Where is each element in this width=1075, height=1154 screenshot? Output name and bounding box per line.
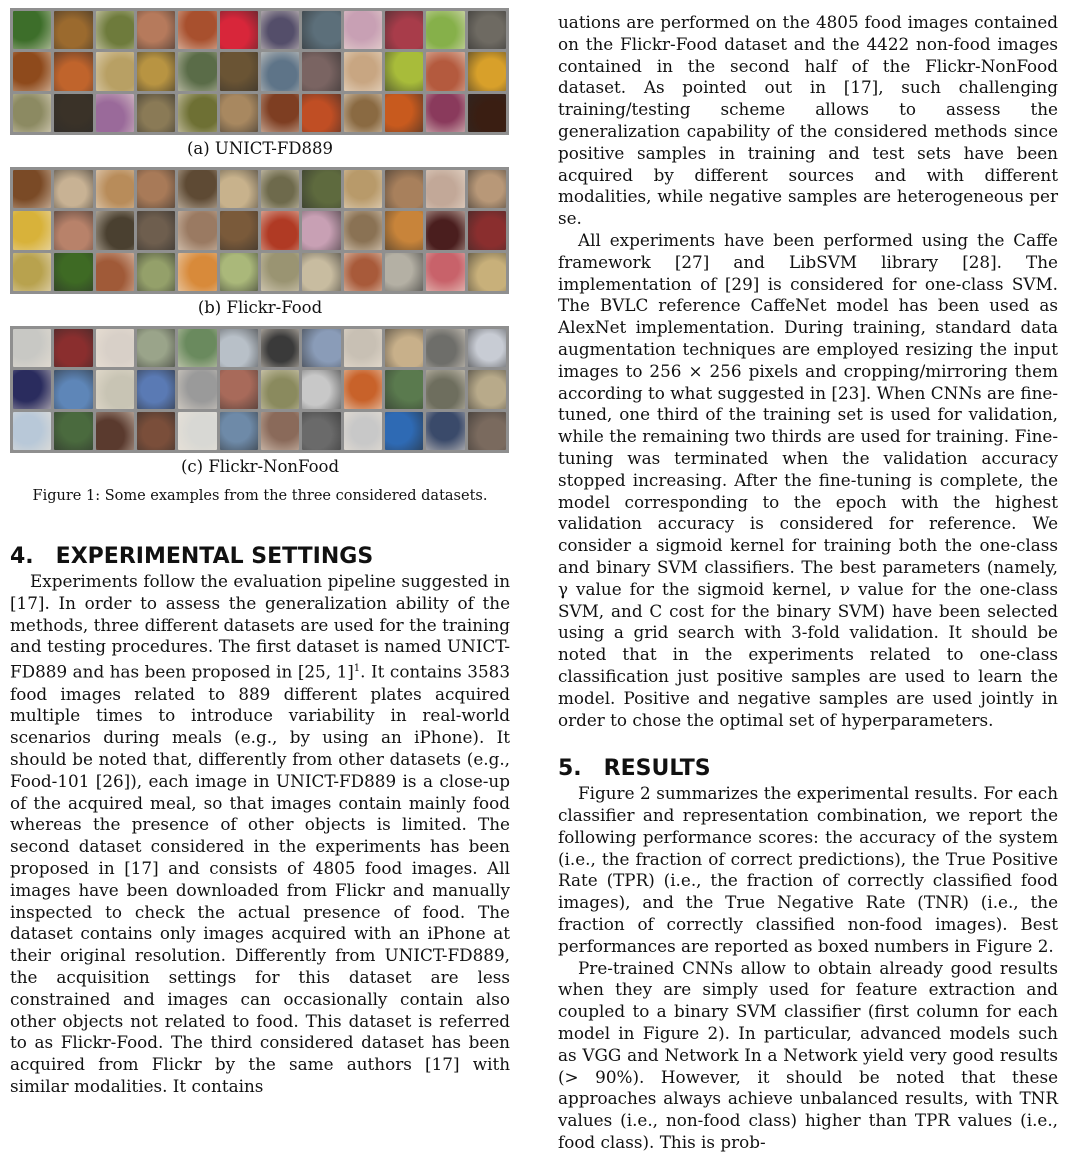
- thumbnail-image: [178, 412, 216, 450]
- thumbnail-image: [96, 370, 134, 408]
- thumbnail-image: [54, 11, 92, 49]
- thumbnail-image: [178, 370, 216, 408]
- section-4-text-after: . It contains 3583 food images related to 889 different plates acquired multiple times to introduce variability in real-world scenarios during meals (e.g., by using an iPhone). It should be noted that, differently from other datasets (e.g., Food-101 [26]), each image in UNICT-FD889 is a close-up of the acquired meal, so that images contain mainly food whereas the presence of other objects is limited. The second dataset considered in the experiments has been proposed in [17] and consists of 4805 food images. All images have been downloaded from Flickr and manually inspected to check the actual presence of food. The dataset contains only images acquired with an iPhone at their original resolution. Differently from UNICT-FD889, the acquisition settings for this dataset are less constrained and images can occasionally contain also other objects not related to food. This dataset is referred to as Flickr-Food. The third considered dataset has been acquired from Flickr by the same authors [17] with similar modalities. It contains: [10, 661, 510, 1096]
- section-4-paragraph: [10, 571, 510, 1098]
- thumbnail-image: [13, 370, 51, 408]
- thumbnail-image: [178, 211, 216, 249]
- right-column: [558, 12, 1058, 1154]
- thumbnail-image: [468, 253, 506, 291]
- thumbnail-image: [220, 52, 258, 90]
- thumbnail-image: [344, 329, 382, 367]
- thumbnail-image: [385, 170, 423, 208]
- thumbnail-image: [220, 94, 258, 132]
- thumbnail-image: [344, 94, 382, 132]
- thumbnail-image: [468, 211, 506, 249]
- results-paragraph-1: Figure 2 summarizes the experimental results. For each classifier and representation combination, we report the following performance scores: the accuracy of the system (i.e., the fraction of correct predictions), the True Positive Rate (TPR) (i.e., the fraction of correctly classified food images), and the True Negative Rate (TNR) (i.e., the fraction of correctly classified non-food images). Best performances are reported as boxed numbers in Figure 2.: [558, 783, 1058, 956]
- thumbnail-image: [220, 412, 258, 450]
- thumbnail-image: [302, 253, 340, 291]
- left-column: [10, 8, 510, 1098]
- thumbnail-image: [13, 170, 51, 208]
- figure-caption: Figure 1: Some examples from the three considered datasets.: [32, 488, 488, 504]
- section-4-text-before: Experiments follow the evaluation pipeline suggested in [17]. In order to assess the generalization ability of the methods, three different datasets are used for the training and testing procedures. The first dataset is named UNICT-FD889 and has been proposed in [25, 1]: [10, 571, 510, 682]
- thumbnail-image: [54, 329, 92, 367]
- thumbnail-image: [13, 94, 51, 132]
- thumbnail-image: [54, 253, 92, 291]
- unict-fd889-image-grid: [10, 8, 509, 135]
- footnote-marker: 1: [353, 663, 361, 675]
- thumbnail-image: [96, 11, 134, 49]
- thumbnail-image: [302, 211, 340, 249]
- thumbnail-image: [385, 94, 423, 132]
- thumbnail-image: [426, 370, 464, 408]
- flickr-nonfood-image-grid: [10, 326, 509, 453]
- thumbnail-image: [344, 412, 382, 450]
- section-5-number: 5.: [558, 756, 582, 782]
- thumbnail-image: [426, 253, 464, 291]
- thumbnail-image: [261, 329, 299, 367]
- thumbnail-image: [96, 94, 134, 132]
- thumbnail-image: [426, 211, 464, 249]
- thumbnail-image: [178, 11, 216, 49]
- thumbnail-image: [96, 211, 134, 249]
- thumbnail-image: [261, 253, 299, 291]
- thumbnail-image: [302, 329, 340, 367]
- thumbnail-image: [178, 170, 216, 208]
- thumbnail-image: [96, 52, 134, 90]
- thumbnail-image: [261, 11, 299, 49]
- thumbnail-image: [426, 170, 464, 208]
- thumbnail-image: [468, 329, 506, 367]
- thumbnail-image: [54, 170, 92, 208]
- thumbnail-image: [54, 412, 92, 450]
- thumbnail-image: [137, 329, 175, 367]
- implementation-paragraph: All experiments have been performed using the Caffe framework [27] and LibSVM library [28]. The implementation of [29] is considered for one-class SVM. The BVLC reference CaffeNet model has been used as AlexNet implementation. During training, standard data augmentation techniques are employed resizing the input images to 256 × 256 pixels and cropping/mirroring them according to what suggested in [23]. When CNNs are fine-tuned, one third of the training set is used for validation, while the remaining two thirds are used for training. Fine-tuning was terminated when the validation accuracy stopped increasing. After the fine-tuning is complete, the model corresponding to the epoch with the highest validation accuracy is considered for reference. We consider a sigmoid kernel for training both the one-class and binary SVM classifiers. The best parameters (namely, γ value for the sigmoid kernel, ν value for the one-class SVM, and C cost for the binary SVM) have been selected using a grid search with 3-fold validation. It should be noted that in the experiments related to one-class classification just positive samples are used to learn the model. Positive and negative samples are used jointly in order to chose the optimal set of hyperparameters.: [558, 229, 1058, 730]
- thumbnail-image: [54, 52, 92, 90]
- thumbnail-image: [385, 329, 423, 367]
- thumbnail-image: [261, 52, 299, 90]
- thumbnail-image: [302, 11, 340, 49]
- thumbnail-image: [220, 253, 258, 291]
- thumbnail-image: [261, 94, 299, 132]
- thumbnail-image: [468, 412, 506, 450]
- thumbnail-image: [468, 94, 506, 132]
- thumbnail-image: [13, 412, 51, 450]
- thumbnail-image: [344, 211, 382, 249]
- flickr-food-image-grid: [10, 167, 509, 294]
- section-4-heading: [10, 543, 510, 571]
- thumbnail-image: [137, 52, 175, 90]
- thumbnail-image: [220, 11, 258, 49]
- thumbnail-image: [178, 253, 216, 291]
- thumbnail-image: [137, 253, 175, 291]
- thumbnail-image: [302, 370, 340, 408]
- thumbnail-image: [468, 170, 506, 208]
- thumbnail-image: [54, 94, 92, 132]
- thumbnail-image: [468, 11, 506, 49]
- figure-1: [10, 8, 510, 505]
- thumbnail-image: [344, 170, 382, 208]
- section-5-heading: [558, 755, 1058, 783]
- thumbnail-image: [302, 170, 340, 208]
- thumbnail-image: [426, 11, 464, 49]
- thumbnail-image: [302, 94, 340, 132]
- thumbnail-image: [178, 94, 216, 132]
- thumbnail-image: [178, 52, 216, 90]
- thumbnail-image: [261, 412, 299, 450]
- thumbnail-image: [137, 412, 175, 450]
- thumbnail-image: [426, 329, 464, 367]
- evaluation-paragraph: uations are performed on the 4805 food images contained on the Flickr-Food dataset and the 4422 non-food images contained in the second half of the Flickr-NonFood dataset. As pointed out in [17], such challenging training/testing scheme allows to assess the generalization capability of the considered methods since positive samples in training and test sets have been acquired by different sources and with different modalities, while negative samples are heterogeneous per se.: [558, 12, 1058, 229]
- thumbnail-image: [468, 52, 506, 90]
- thumbnail-image: [344, 11, 382, 49]
- thumbnail-image: [302, 52, 340, 90]
- thumbnail-image: [137, 170, 175, 208]
- subfigure-caption-c: (c) Flickr-NonFood: [180, 457, 340, 476]
- thumbnail-image: [13, 329, 51, 367]
- thumbnail-image: [178, 329, 216, 367]
- thumbnail-image: [261, 211, 299, 249]
- section-5: [558, 755, 1058, 1154]
- thumbnail-image: [220, 370, 258, 408]
- thumbnail-image: [54, 370, 92, 408]
- thumbnail-image: [344, 370, 382, 408]
- thumbnail-image: [385, 52, 423, 90]
- thumbnail-image: [220, 211, 258, 249]
- thumbnail-image: [137, 94, 175, 132]
- subfigure-caption-a: (a) UNICT-FD889: [186, 139, 334, 158]
- thumbnail-image: [468, 370, 506, 408]
- thumbnail-image: [13, 211, 51, 249]
- thumbnail-image: [344, 253, 382, 291]
- thumbnail-image: [13, 11, 51, 49]
- subfigure-caption-b: (b) Flickr-Food: [197, 298, 323, 317]
- thumbnail-image: [96, 253, 134, 291]
- thumbnail-image: [13, 253, 51, 291]
- section-5-title: RESULTS: [603, 756, 711, 782]
- thumbnail-image: [385, 253, 423, 291]
- thumbnail-image: [261, 370, 299, 408]
- thumbnail-image: [426, 52, 464, 90]
- thumbnail-image: [385, 370, 423, 408]
- thumbnail-image: [385, 211, 423, 249]
- thumbnail-image: [13, 52, 51, 90]
- results-paragraph-2: Pre-trained CNNs allow to obtain already good results when they are simply used for feature extraction and coupled to a binary SVM classifier (first column for each model in Figure 2). In particular, advanced models such as VGG and Network In a Network yield very good results (> 90%). However, it should be noted that these approaches always achieve unbalanced results, with TNR values (i.e., non-food class) higher than TPR values (i.e., food class). This is prob-: [558, 957, 1058, 1153]
- thumbnail-image: [385, 412, 423, 450]
- thumbnail-image: [426, 412, 464, 450]
- section-4-title: EXPERIMENTAL SETTINGS: [55, 544, 374, 569]
- thumbnail-image: [96, 170, 134, 208]
- section-4-number: 4.: [10, 544, 34, 569]
- thumbnail-image: [385, 11, 423, 49]
- thumbnail-image: [220, 329, 258, 367]
- thumbnail-image: [261, 170, 299, 208]
- thumbnail-image: [137, 211, 175, 249]
- thumbnail-image: [426, 94, 464, 132]
- section-4: [10, 543, 510, 1098]
- thumbnail-image: [302, 412, 340, 450]
- thumbnail-image: [54, 211, 92, 249]
- thumbnail-image: [137, 11, 175, 49]
- thumbnail-image: [137, 370, 175, 408]
- thumbnail-image: [344, 52, 382, 90]
- thumbnail-image: [96, 412, 134, 450]
- thumbnail-image: [220, 170, 258, 208]
- thumbnail-image: [96, 329, 134, 367]
